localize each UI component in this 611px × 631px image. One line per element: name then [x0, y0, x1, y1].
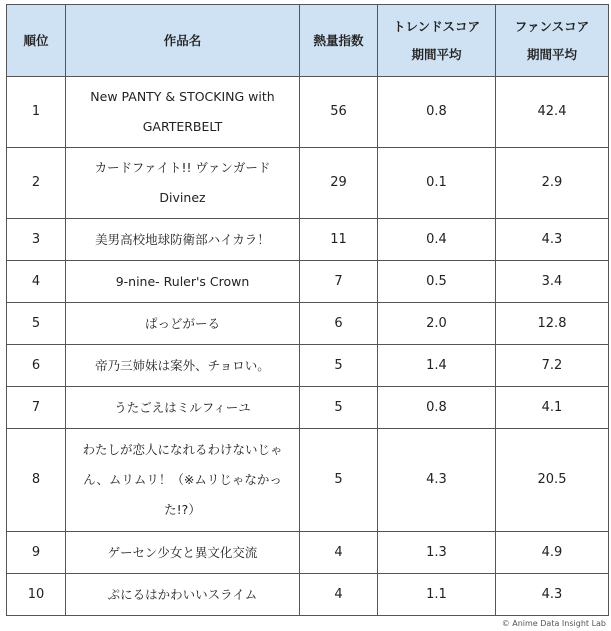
- rank-cell: 1: [7, 77, 66, 148]
- table-row: [7, 148, 609, 219]
- title-cell: New PANTY & STOCKING with GARTERBELT: [66, 77, 300, 148]
- header-title: 作品名: [66, 5, 300, 77]
- trend-cell: 0.4: [378, 219, 496, 261]
- header-rank: 順位: [7, 5, 66, 77]
- title-cell: ゲーセン少女と異文化交流: [66, 532, 300, 574]
- rank-cell: 3: [7, 219, 66, 261]
- heat-cell: 56: [300, 77, 378, 148]
- header-fan-line2: 期間平均: [526, 46, 577, 62]
- header-fan-line1: ファンスコア: [514, 18, 590, 34]
- trend-cell: 1.4: [378, 345, 496, 387]
- trend-cell: 0.1: [378, 148, 496, 219]
- fan-cell: 42.4: [496, 77, 609, 148]
- rank-cell: 7: [7, 387, 66, 429]
- copyright-credit: © Anime Data Insight Lab: [501, 619, 606, 628]
- title-cell: うたごえはミルフィーユ: [66, 387, 300, 429]
- title-cell: 帝乃三姉妹は案外、チョロい。: [66, 345, 300, 387]
- heat-cell: 11: [300, 219, 378, 261]
- heat-cell: 5: [300, 345, 378, 387]
- trend-cell: 0.8: [378, 77, 496, 148]
- ranking-table: [6, 4, 609, 616]
- title-cell: ぱっどがーる: [66, 303, 300, 345]
- fan-cell: 2.9: [496, 148, 609, 219]
- fan-cell: 4.1: [496, 387, 609, 429]
- table-row: [7, 429, 609, 532]
- rank-cell: 8: [7, 429, 66, 532]
- heat-cell: 4: [300, 532, 378, 574]
- heat-cell: 4: [300, 574, 378, 616]
- fan-cell: 3.4: [496, 261, 609, 303]
- fan-cell: 20.5: [496, 429, 609, 532]
- table-row: [7, 345, 609, 387]
- heat-cell: 5: [300, 387, 378, 429]
- table-row: [7, 574, 609, 616]
- title-cell: 美男高校地球防衛部ハイカラ！: [66, 219, 300, 261]
- heat-cell: 7: [300, 261, 378, 303]
- trend-cell: 1.1: [378, 574, 496, 616]
- title-cell: カードファイト!! ヴァンガード Divinez: [66, 148, 300, 219]
- rank-cell: 10: [7, 574, 66, 616]
- trend-cell: 4.3: [378, 429, 496, 532]
- rank-cell: 4: [7, 261, 66, 303]
- title-cell: わたしが恋人になれるわけないじゃん、ムリムリ！（※ムリじゃなかった!?）: [66, 429, 300, 532]
- title-cell: 9-nine- Ruler's Crown: [66, 261, 300, 303]
- fan-cell: 4.9: [496, 532, 609, 574]
- table-row: [7, 77, 609, 148]
- heat-cell: 6: [300, 303, 378, 345]
- header-trend-line1: トレンドスコア: [392, 18, 481, 34]
- title-cell: ぷにるはかわいいスライム: [66, 574, 300, 616]
- table-row: [7, 532, 609, 574]
- header-row: [7, 5, 609, 77]
- header-heat: 熱量指数: [300, 5, 378, 77]
- header-trend-line2: 期間平均: [411, 46, 462, 62]
- table-row: [7, 261, 609, 303]
- header-trend: [378, 5, 496, 77]
- table-row: [7, 219, 609, 261]
- fan-cell: 7.2: [496, 345, 609, 387]
- rank-cell: 5: [7, 303, 66, 345]
- table-row: [7, 303, 609, 345]
- rank-cell: 6: [7, 345, 66, 387]
- heat-cell: 5: [300, 429, 378, 532]
- fan-cell: 4.3: [496, 574, 609, 616]
- trend-cell: 0.8: [378, 387, 496, 429]
- trend-cell: 2.0: [378, 303, 496, 345]
- fan-cell: 4.3: [496, 219, 609, 261]
- fan-cell: 12.8: [496, 303, 609, 345]
- trend-cell: 1.3: [378, 532, 496, 574]
- table-row: [7, 387, 609, 429]
- heat-cell: 29: [300, 148, 378, 219]
- trend-cell: 0.5: [378, 261, 496, 303]
- header-fan: [496, 5, 609, 77]
- rank-cell: 9: [7, 532, 66, 574]
- rank-cell: 2: [7, 148, 66, 219]
